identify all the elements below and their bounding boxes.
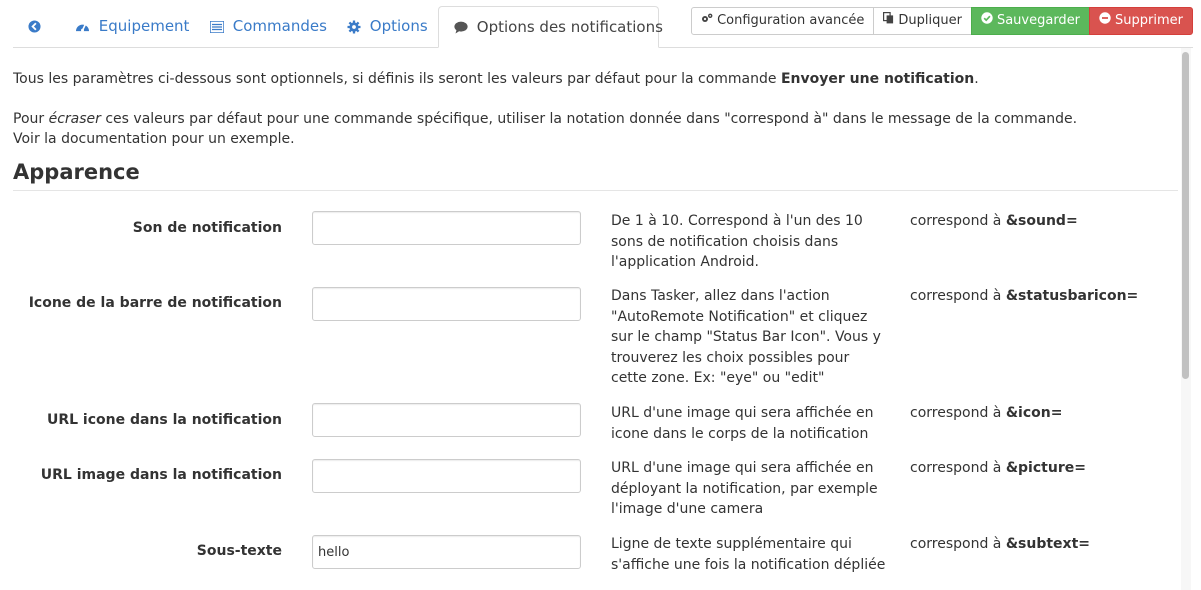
field-param: correspond à &subtext= — [910, 536, 1090, 552]
copy-icon — [883, 8, 894, 34]
intro-line-2: Pour écraser ces valeurs par défaut pour une commande spécifique, utiliser la notation donnée dans "correspond à" dans le message de la commande. — [13, 111, 1078, 127]
intro-line-3: Voir la documentation pour un exemple. — [13, 131, 295, 147]
scrollbar-thumb[interactable] — [1182, 52, 1189, 379]
statusbar-icon-input[interactable] — [312, 287, 581, 321]
action-buttons — [691, 7, 1193, 35]
field-label: Sous-texte — [196, 543, 282, 559]
command-name: Envoyer une notification — [780, 71, 975, 87]
tachometer-icon — [75, 20, 90, 33]
intro-line-1: Tous les paramètres ci-dessous sont optionnels, si définis ils seront les valeurs par défaut pour la commande Envoyer une notification. — [13, 71, 979, 87]
comment-icon — [454, 21, 468, 34]
field-label: URL icone dans la notification — [46, 412, 282, 428]
subtext-input[interactable] — [312, 535, 581, 569]
icon-url-input[interactable] — [312, 403, 581, 437]
tab-content — [13, 48, 1178, 590]
check-circle-icon — [981, 8, 993, 34]
tab-options[interactable]: Options — [347, 6, 428, 47]
field-param: correspond à &icon= — [910, 405, 1063, 421]
tab-equipement[interactable]: Equipement — [75, 6, 189, 47]
arrow-circle-left-icon — [28, 20, 41, 33]
section-divider — [13, 190, 1178, 191]
field-param: correspond à &picture= — [910, 460, 1086, 476]
save-button[interactable]: Sauvegarder — [971, 7, 1090, 35]
delete-button[interactable]: Supprimer — [1089, 7, 1193, 35]
field-description: URL d'une image qui sera affichée en icone dans le corps de la notification — [611, 405, 874, 442]
cog-icon — [347, 20, 361, 34]
advanced-config-button[interactable]: Configuration avancée — [691, 7, 874, 35]
field-label: URL image dans la notification — [40, 467, 282, 483]
field-label: Son de notification — [132, 220, 282, 236]
field-param: correspond à &statusbaricon= — [910, 288, 1139, 304]
field-description: URL d'une image qui sera affichée en déployant la notification, par exemple l'image d'une camera — [611, 460, 878, 517]
field-label: Icone de la barre de notification — [28, 295, 282, 311]
duplicate-button[interactable]: Dupliquer — [873, 7, 972, 35]
field-description: Dans Tasker, allez dans l'action "AutoRemote Notification" et cliquez sur le champ "Status Bar Icon". Vous y trouverez les choix possibles pour cette zone. Ex: "eye" ou "edit" — [611, 288, 881, 386]
section-title: Apparence — [13, 160, 140, 184]
intro-text — [13, 69, 1173, 149]
tab-commandes[interactable]: Commandes — [210, 6, 327, 47]
sound-input[interactable] — [312, 211, 581, 245]
field-param: correspond à &sound= — [910, 213, 1078, 229]
tab-back[interactable] — [28, 6, 45, 47]
picture-url-input[interactable] — [312, 459, 581, 493]
field-description: Ligne de texte supplémentaire qui s'affiche une fois la notification dépliée — [611, 536, 886, 573]
minus-circle-icon — [1099, 8, 1111, 34]
top-bar — [0, 0, 1201, 48]
cogs-icon — [701, 8, 713, 34]
field-description: De 1 à 10. Correspond à l'un des 10 sons de notification choisis dans l'application Android. — [611, 213, 863, 270]
tab-options-notifications[interactable]: Options des notifications — [438, 6, 659, 48]
list-icon — [210, 21, 224, 33]
